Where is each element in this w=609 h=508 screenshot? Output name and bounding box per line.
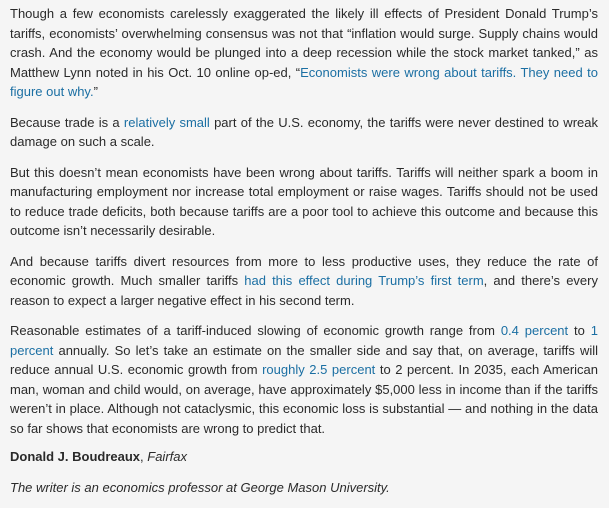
paragraph-1 xyxy=(10,4,598,102)
link-first-term-effect[interactable]: had this effect during Trump’s first term xyxy=(244,273,484,288)
letter-body xyxy=(10,4,598,508)
author-name: Donald J. Boudreaux xyxy=(10,449,141,464)
link-relatively-small[interactable]: relatively small xyxy=(123,114,210,130)
paragraph-5 xyxy=(10,321,598,438)
paragraph-4 xyxy=(10,252,598,311)
paragraph-text: to 2 percent. In 2035, each American man, woman and child would, on average, have approximately $5,000 less in income than if the tariffs weren’t in place. Although not cataclysmic, this economic loss is substantial — and nothing in the data so far shows that economists are wrong to predict that. xyxy=(10,362,598,436)
paragraph-text: annually. So let’s take an estimate on the smaller side and say that, on average, tariffs will reduce annual U.S. economic growth from xyxy=(10,342,598,377)
paragraph-text: But this doesn’t mean economists have been wrong about tariffs. Tariffs will neither spark a boom in manufacturing employment nor increase total employment or raise wages. Tariffs should not be used to reduce trade deficits, both because tariffs are a poor tool to achieve this outcome and because this outcome isn’t necessarily desirable. xyxy=(10,164,598,238)
link-0-4-percent[interactable]: 0.4 percent xyxy=(500,323,569,338)
paragraph-text: part of the U.S. economy, the tariffs were never destined to wreak damage on such a scale. xyxy=(10,114,598,149)
signature-separator: , xyxy=(140,449,148,464)
paragraph-text: And because tariffs divert resources from more to less productive uses, they reduce the rate of economic growth. Much smaller tariffs xyxy=(10,253,598,288)
link-1-percent[interactable]: 1 percent xyxy=(10,323,598,358)
link-roughly-2-5-percent[interactable]: roughly 2.5 percent xyxy=(262,362,376,377)
paragraph-text: Reasonable estimates of a tariff-induced slowing of economic growth range from xyxy=(10,323,501,338)
author-location: Fairfax xyxy=(147,449,187,464)
paragraph-2 xyxy=(10,113,598,152)
paragraph-text: to xyxy=(568,323,591,338)
paragraph-text: ” xyxy=(93,84,98,99)
paragraph-3 xyxy=(10,163,598,241)
paragraph-text: Because trade is a xyxy=(10,114,124,130)
signature xyxy=(10,447,598,467)
paragraph-text: , and there’s every reason to expect a larger negative effect in his second term. xyxy=(10,273,598,308)
link-economists-wrong-op-ed[interactable]: Economists were wrong about tariffs. They need to figure out why. xyxy=(10,64,598,99)
author-note: The writer is an economics professor at George Mason University. xyxy=(10,479,390,495)
paragraph-text: Though a few economists carelessly exaggerated the likely ill effects of President Donald Trump’s tariffs, economists’ overwhelming consensus was not that “inflation would surge. Supply chains would crash. And the economy would be plunged into a deep recession while the stock market tanked,” as Matthew Lynn noted in his Oct. 10 online op-ed, “ xyxy=(10,6,598,80)
